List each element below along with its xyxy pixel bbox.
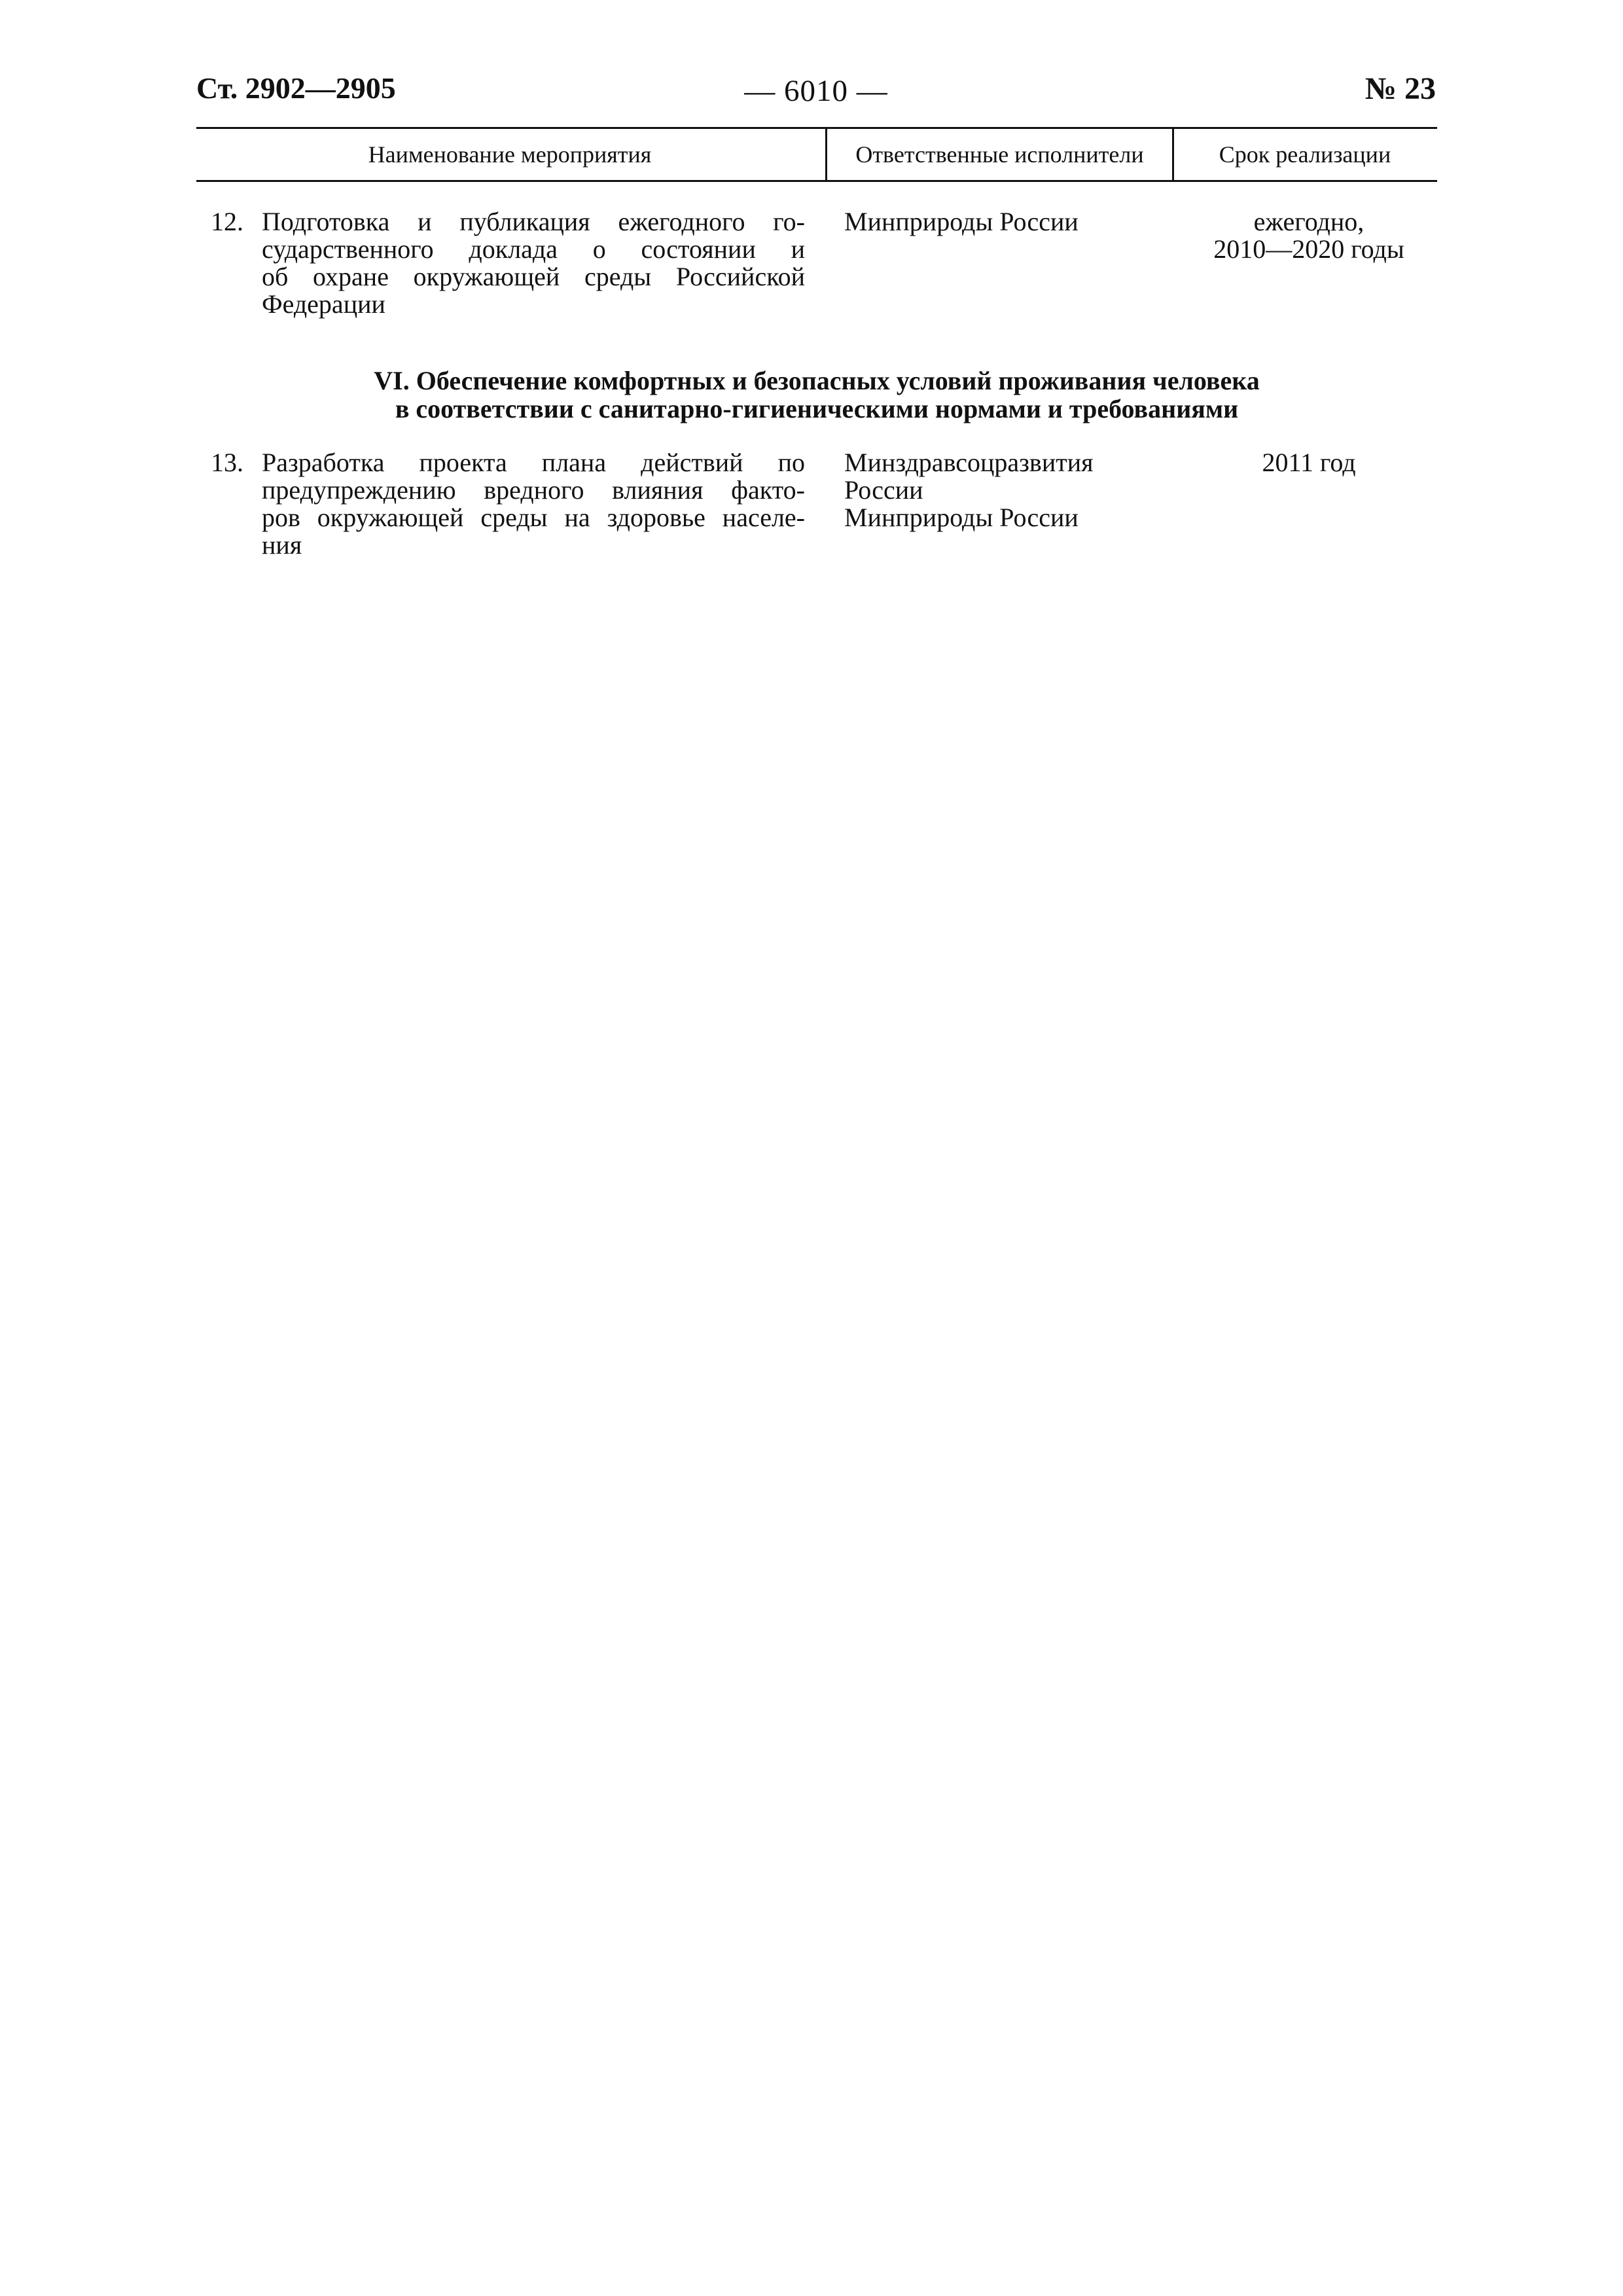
row-number: 12. — [211, 207, 243, 236]
responsible-executors — [844, 208, 1158, 236]
executor: Минздравсоцразвития — [844, 448, 1094, 477]
executor: Минприроды России — [844, 503, 1079, 532]
row-number: 13. — [211, 448, 243, 477]
activity-name — [262, 449, 805, 559]
section-title-line: в соответствии с санитарно-гигиеническими нормами и требованиями — [395, 394, 1239, 423]
section-title-line: VI. Обеспечение комфортных и безопасных условий проживания человека — [374, 366, 1260, 395]
issue-number: № 23 — [1364, 71, 1436, 106]
term-line: 2011 год — [1262, 448, 1356, 477]
page-number: — 6010 — — [744, 74, 888, 108]
activity-name-line: предупреждению вредного влияния факто- — [262, 475, 805, 505]
activity-name-line: Федерации — [262, 289, 385, 319]
term-line: 2010—2020 годы — [1213, 234, 1404, 264]
activity-name-line: ров окружающей среды на здоровье населе- — [262, 503, 805, 532]
activity-name-line: об охране окружающей среды Российской — [262, 262, 805, 291]
activity-name-line: Подготовка и публикация ежегодного го- — [262, 207, 805, 236]
column-header-term: Срок реализации — [1219, 141, 1391, 168]
column-header-name: Наименование мероприятия — [368, 141, 652, 168]
implementation-term — [1178, 208, 1440, 263]
table-header — [196, 127, 1437, 182]
column-header-executors: Ответственные исполнители — [825, 129, 1174, 180]
activity-name — [262, 208, 805, 318]
activity-name-line: Разработка проекта плана действий по — [262, 448, 805, 477]
responsible-executors — [844, 449, 1158, 531]
executor: Минприроды России — [844, 207, 1079, 236]
implementation-term — [1178, 449, 1440, 476]
page-header — [196, 71, 1436, 111]
activity-name-line: сударственного доклада о состоянии и — [262, 234, 805, 264]
article-range: Ст. 2902—2905 — [196, 71, 396, 105]
section-title — [196, 367, 1437, 423]
activity-name-line: ния — [262, 530, 302, 560]
executor: России — [844, 475, 923, 505]
term-line: ежегодно, — [1253, 207, 1364, 236]
